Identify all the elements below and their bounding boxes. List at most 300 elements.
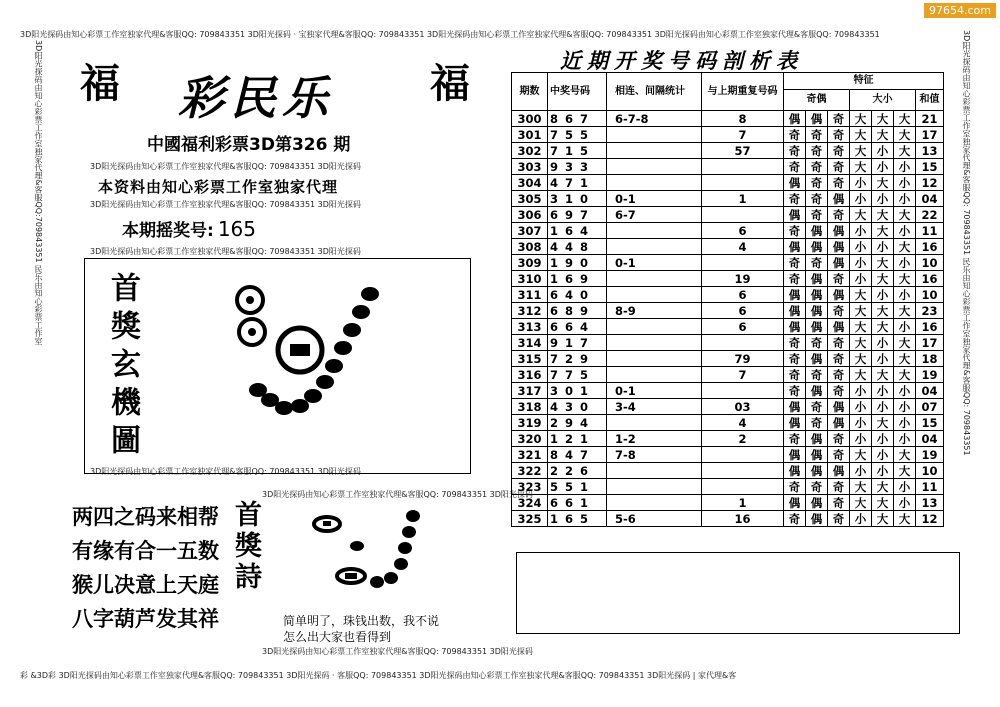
- adjacent-cell: 5-6: [607, 511, 702, 527]
- repeat-cell: 7: [702, 367, 784, 383]
- odd-even-cell: 奇: [806, 479, 828, 495]
- draw-number: 165: [217, 217, 256, 241]
- table-row: [512, 431, 944, 447]
- repeat-cell: 1: [702, 191, 784, 207]
- puzzle-drawing: [220, 282, 400, 432]
- digit: 5: [550, 479, 559, 494]
- big-small-cell: 小: [872, 431, 894, 447]
- odd-even-cell: 奇: [784, 143, 806, 159]
- poem-drawing: [305, 510, 425, 600]
- sum-cell: 11: [916, 479, 944, 495]
- table-row: [512, 175, 944, 191]
- big-small-cell: 小: [872, 287, 894, 303]
- number-cell: [548, 431, 607, 447]
- issue-cell: 312: [512, 303, 548, 319]
- odd-even-cell: 奇: [828, 383, 850, 399]
- number-cell: [548, 335, 607, 351]
- table-row: [512, 367, 944, 383]
- odd-even-cell: 偶: [806, 287, 828, 303]
- odd-even-cell: 偶: [784, 239, 806, 255]
- adjacent-cell: [607, 143, 702, 159]
- table-row: [512, 159, 944, 175]
- digit: 9: [565, 255, 574, 270]
- big-small-cell: 大: [872, 319, 894, 335]
- digit: 7: [565, 367, 574, 382]
- big-small-cell: 大: [894, 111, 916, 127]
- odd-even-cell: 奇: [828, 447, 850, 463]
- odd-even-cell: 奇: [828, 303, 850, 319]
- digit: 9: [580, 271, 589, 286]
- repeat-cell: [702, 159, 784, 175]
- strip-below-agent: 3D阳光探码由知心彩票工作室独家代理&客服QQ: 709843351 3D阳光探码: [90, 200, 361, 209]
- odd-even-cell: 奇: [806, 415, 828, 431]
- odd-even-cell: 奇: [828, 511, 850, 527]
- digit: 6: [565, 111, 574, 126]
- number-cell: [548, 127, 607, 143]
- issue-cell: 316: [512, 367, 548, 383]
- odd-even-cell: 偶: [784, 495, 806, 511]
- big-small-cell: 小: [894, 319, 916, 335]
- repeat-cell: 2: [702, 431, 784, 447]
- big-small-cell: 小: [872, 159, 894, 175]
- digit: 1: [550, 255, 559, 270]
- odd-even-cell: 偶: [828, 191, 850, 207]
- draw-label: 本期摇奖号:: [122, 221, 214, 241]
- repeat-cell: 03: [702, 399, 784, 415]
- big-small-cell: 小: [894, 191, 916, 207]
- repeat-cell: [702, 335, 784, 351]
- table-row: [512, 511, 944, 527]
- digit: 6: [565, 319, 574, 334]
- number-cell: [548, 111, 607, 127]
- big-small-cell: 大: [872, 495, 894, 511]
- digit: 1: [580, 495, 589, 510]
- odd-even-cell: 偶: [806, 447, 828, 463]
- digit: 7: [550, 367, 559, 382]
- odd-even-cell: 奇: [784, 351, 806, 367]
- repeat-cell: [702, 175, 784, 191]
- big-small-cell: 小: [850, 463, 872, 479]
- big-small-cell: 小: [850, 415, 872, 431]
- odd-even-cell: 偶: [784, 447, 806, 463]
- big-small-cell: 大: [894, 271, 916, 287]
- big-small-cell: 小: [894, 415, 916, 431]
- big-small-cell: 小: [850, 511, 872, 527]
- adjacent-cell: [607, 127, 702, 143]
- issue-cell: 310: [512, 271, 548, 287]
- table-body: [512, 111, 944, 527]
- big-small-cell: 大: [872, 111, 894, 127]
- header-issue: 期数: [512, 73, 548, 111]
- sum-cell: 18: [916, 351, 944, 367]
- strip-above-box: 3D阳光探码由知心彩票工作室独家代理&客服QQ: 709843351 3D阳光探码: [90, 247, 361, 256]
- odd-even-cell: 奇: [806, 191, 828, 207]
- repeat-cell: 1: [702, 495, 784, 511]
- big-small-cell: 小: [850, 191, 872, 207]
- big-small-cell: 大: [872, 127, 894, 143]
- big-small-cell: 大: [894, 303, 916, 319]
- odd-even-cell: 偶: [806, 463, 828, 479]
- blank-box: [516, 552, 960, 634]
- repeat-cell: [702, 479, 784, 495]
- number-cell: [548, 463, 607, 479]
- big-small-cell: 小: [894, 431, 916, 447]
- digit: 1: [550, 223, 559, 238]
- number-cell: [548, 271, 607, 287]
- digit: 3: [565, 159, 574, 174]
- issue-cell: 307: [512, 223, 548, 239]
- poem: [72, 500, 219, 636]
- big-small-cell: 小: [872, 143, 894, 159]
- digit: 5: [580, 367, 589, 382]
- odd-even-cell: 偶: [784, 415, 806, 431]
- big-small-cell: 小: [872, 399, 894, 415]
- digit: 7: [580, 447, 589, 462]
- issue-cell: 305: [512, 191, 548, 207]
- adjacent-cell: 0-1: [607, 383, 702, 399]
- issue-cell: 317: [512, 383, 548, 399]
- agent-line: 本资料由知心彩票工作室独家代理: [98, 178, 339, 196]
- repeat-cell: [702, 207, 784, 223]
- digit: 7: [550, 127, 559, 142]
- adjacent-cell: [607, 495, 702, 511]
- issue-cell: 303: [512, 159, 548, 175]
- odd-even-cell: 奇: [806, 367, 828, 383]
- big-small-cell: 大: [872, 223, 894, 239]
- digit: 4: [580, 223, 589, 238]
- table-row: [512, 207, 944, 223]
- sum-cell: 04: [916, 383, 944, 399]
- odd-even-cell: 偶: [806, 495, 828, 511]
- digit: 0: [580, 399, 589, 414]
- big-small-cell: 小: [894, 399, 916, 415]
- big-small-cell: 大: [850, 143, 872, 159]
- digit: 8: [550, 111, 559, 126]
- table-row: [512, 239, 944, 255]
- digit: 6: [550, 319, 559, 334]
- repeat-cell: 19: [702, 271, 784, 287]
- table-row: [512, 335, 944, 351]
- odd-even-cell: 奇: [806, 399, 828, 415]
- digit: 7: [565, 175, 574, 190]
- number-cell: [548, 399, 607, 415]
- sum-cell: 10: [916, 463, 944, 479]
- number-cell: [548, 383, 607, 399]
- odd-even-cell: 奇: [828, 207, 850, 223]
- big-small-cell: 大: [894, 463, 916, 479]
- odd-even-cell: 奇: [784, 271, 806, 287]
- big-small-cell: 大: [894, 207, 916, 223]
- big-small-cell: 小: [850, 399, 872, 415]
- adjacent-cell: 1-2: [607, 431, 702, 447]
- digit: 3: [550, 191, 559, 206]
- digit: 9: [580, 303, 589, 318]
- big-small-cell: 小: [872, 191, 894, 207]
- poem-line: 有缘有合一五数: [72, 539, 219, 563]
- issue-cell: 300: [512, 111, 548, 127]
- big-small-cell: 大: [872, 479, 894, 495]
- digit: 5: [580, 143, 589, 158]
- adjacent-cell: [607, 367, 702, 383]
- big-small-cell: 小: [894, 287, 916, 303]
- puzzle-title: 首獎玄機圖: [105, 272, 140, 462]
- digit: 1: [565, 143, 574, 158]
- issue-cell: 301: [512, 127, 548, 143]
- issue-line: 中國福利彩票3D第326 期: [147, 135, 351, 155]
- sum-cell: 16: [916, 271, 944, 287]
- hint-line: 怎么出大家也看得到: [283, 630, 392, 644]
- adjacent-cell: [607, 271, 702, 287]
- sum-cell: 04: [916, 191, 944, 207]
- sum-cell: 12: [916, 511, 944, 527]
- number-cell: [548, 239, 607, 255]
- issue-cell: 311: [512, 287, 548, 303]
- odd-even-cell: 偶: [806, 319, 828, 335]
- digit: 3: [565, 399, 574, 414]
- big-small-cell: 大: [894, 351, 916, 367]
- number-cell: [548, 351, 607, 367]
- big-small-cell: 大: [894, 447, 916, 463]
- adjacent-cell: 0-1: [607, 191, 702, 207]
- table-row: [512, 111, 944, 127]
- repeat-cell: [702, 463, 784, 479]
- big-small-cell: 大: [894, 239, 916, 255]
- poem-title: 首獎詩: [230, 500, 261, 593]
- odd-even-cell: 奇: [828, 111, 850, 127]
- issue-cell: 308: [512, 239, 548, 255]
- adjacent-cell: [607, 351, 702, 367]
- sum-cell: 17: [916, 127, 944, 143]
- table-row: [512, 191, 944, 207]
- number-cell: [548, 223, 607, 239]
- odd-even-cell: 奇: [784, 431, 806, 447]
- issue-cell: 318: [512, 399, 548, 415]
- odd-even-cell: 偶: [806, 111, 828, 127]
- big-small-cell: 小: [872, 463, 894, 479]
- big-small-cell: 小: [850, 175, 872, 191]
- odd-even-cell: 奇: [828, 495, 850, 511]
- repeat-cell: 57: [702, 143, 784, 159]
- digit: 0: [580, 287, 589, 302]
- number-cell: [548, 319, 607, 335]
- table-row: [512, 479, 944, 495]
- big-small-cell: 大: [872, 511, 894, 527]
- strip-below-box: 3D阳光探码由知心彩票工作室独家代理&客服QQ: 709843351 3D阳光探码: [90, 467, 361, 476]
- digit: 9: [580, 351, 589, 366]
- strip-below-poem-box: 3D阳光探码由知心彩票工作室独家代理&客服QQ: 709843351 3D阳光探码: [262, 647, 533, 656]
- adjacent-cell: [607, 415, 702, 431]
- big-small-cell: 小: [894, 255, 916, 271]
- number-cell: [548, 287, 607, 303]
- odd-even-cell: 奇: [828, 479, 850, 495]
- big-small-cell: 大: [850, 127, 872, 143]
- big-small-cell: 大: [850, 111, 872, 127]
- big-small-cell: 小: [894, 383, 916, 399]
- big-small-cell: 小: [850, 255, 872, 271]
- sum-cell: 19: [916, 367, 944, 383]
- digit: 5: [580, 511, 589, 526]
- odd-even-cell: 奇: [784, 223, 806, 239]
- sum-cell: 16: [916, 319, 944, 335]
- odd-even-cell: 偶: [828, 223, 850, 239]
- repeat-cell: [702, 255, 784, 271]
- top-strip: 3D阳光探码由知心彩票工作室独家代理&客服QQ: 709843351 3D阳光探码 · 宝独家代理&客服QQ: 709843351 3D阳光探码由知心彩票工作室独家代理&客服QQ: 709843351 3D阳光探码由知心彩票工作室独家代理&客服QQ: 709843351: [20, 30, 880, 39]
- repeat-cell: 7: [702, 127, 784, 143]
- table-row: [512, 383, 944, 399]
- number-cell: [548, 447, 607, 463]
- digit: 9: [550, 159, 559, 174]
- adjacent-cell: 0-1: [607, 255, 702, 271]
- big-small-cell: 大: [850, 335, 872, 351]
- number-cell: [548, 159, 607, 175]
- odd-even-cell: 奇: [784, 367, 806, 383]
- digit: 8: [580, 239, 589, 254]
- table-row: [512, 255, 944, 271]
- issue-cell: 313: [512, 319, 548, 335]
- big-small-cell: 大: [872, 207, 894, 223]
- table-row: [512, 287, 944, 303]
- digit: 4: [580, 319, 589, 334]
- big-small-cell: 小: [894, 479, 916, 495]
- odd-even-cell: 偶: [806, 271, 828, 287]
- odd-even-cell: 偶: [828, 415, 850, 431]
- odd-even-cell: 偶: [784, 463, 806, 479]
- sum-cell: 21: [916, 111, 944, 127]
- sum-cell: 07: [916, 399, 944, 415]
- digit: 5: [565, 127, 574, 142]
- sum-cell: 10: [916, 287, 944, 303]
- odd-even-cell: 奇: [828, 431, 850, 447]
- number-cell: [548, 255, 607, 271]
- fu-left: 福: [80, 60, 120, 107]
- digit: 1: [580, 431, 589, 446]
- odd-even-cell: 偶: [784, 287, 806, 303]
- table-row: [512, 223, 944, 239]
- strip-above-poem-box: 3D阳光探码由知心彩票工作室独家代理&客服QQ: 709843351 3D阳光探码: [262, 490, 533, 499]
- repeat-cell: [702, 383, 784, 399]
- repeat-cell: 6: [702, 303, 784, 319]
- number-cell: [548, 415, 607, 431]
- big-small-cell: 小: [894, 175, 916, 191]
- repeat-cell: 16: [702, 511, 784, 527]
- odd-even-cell: 偶: [784, 111, 806, 127]
- odd-even-cell: 偶: [828, 399, 850, 415]
- odd-even-cell: 奇: [784, 479, 806, 495]
- issue-cell: 309: [512, 255, 548, 271]
- big-small-cell: 大: [894, 127, 916, 143]
- draw-number-line: [122, 216, 256, 241]
- sum-cell: 13: [916, 143, 944, 159]
- big-small-cell: 大: [872, 175, 894, 191]
- digit: 7: [550, 351, 559, 366]
- repeat-cell: 6: [702, 223, 784, 239]
- strip-above-agent: 3D阳光探码由知心彩票工作室独家代理&客服QQ: 709843351 3D阳光探码: [90, 162, 361, 171]
- digit: 2: [550, 463, 559, 478]
- digit: 2: [565, 463, 574, 478]
- odd-even-cell: 偶: [806, 511, 828, 527]
- issue-cell: 319: [512, 415, 548, 431]
- big-small-cell: 大: [894, 335, 916, 351]
- big-small-cell: 大: [894, 511, 916, 527]
- odd-even-cell: 偶: [784, 399, 806, 415]
- repeat-cell: 4: [702, 415, 784, 431]
- sum-cell: 16: [916, 239, 944, 255]
- odd-even-cell: 奇: [806, 335, 828, 351]
- adjacent-cell: [607, 239, 702, 255]
- digit: 6: [565, 511, 574, 526]
- odd-even-cell: 奇: [828, 351, 850, 367]
- big-small-cell: 小: [850, 431, 872, 447]
- digit: 1: [550, 431, 559, 446]
- big-small-cell: 小: [850, 383, 872, 399]
- digit: 4: [550, 399, 559, 414]
- table-row: [512, 143, 944, 159]
- watermark[interactable]: 97654.com: [924, 3, 996, 18]
- digit: 1: [580, 383, 589, 398]
- repeat-cell: 6: [702, 287, 784, 303]
- odd-even-cell: 奇: [828, 143, 850, 159]
- header-feature: 特征: [784, 73, 944, 90]
- odd-even-cell: 偶: [806, 223, 828, 239]
- digit: 0: [580, 255, 589, 270]
- digit: 3: [580, 159, 589, 174]
- odd-even-cell: 奇: [784, 335, 806, 351]
- bottom-strip: 彩 &3D彩 3D阳光探码由知心彩票工作室独家代理&客服QQ: 709843351 3D阳光探码 · 客服QQ: 709843351 3D阳光探码由知心彩票工作室独家代理&客服QQ: 709843351 3D阳光探码 | 家代理&客: [20, 671, 737, 680]
- issue-cell: 302: [512, 143, 548, 159]
- big-small-cell: 大: [850, 303, 872, 319]
- digit: 1: [580, 479, 589, 494]
- digit: 6: [580, 463, 589, 478]
- sum-cell: 23: [916, 303, 944, 319]
- analysis-table: [511, 72, 944, 527]
- number-cell: [548, 511, 607, 527]
- big-small-cell: 大: [894, 367, 916, 383]
- issue-cell: 314: [512, 335, 548, 351]
- table-row: [512, 271, 944, 287]
- adjacent-cell: [607, 319, 702, 335]
- number-cell: [548, 479, 607, 495]
- odd-even-cell: 奇: [806, 255, 828, 271]
- big-small-cell: 大: [872, 255, 894, 271]
- adjacent-cell: 6-7: [607, 207, 702, 223]
- digit: 2: [565, 351, 574, 366]
- number-cell: [548, 367, 607, 383]
- digit: 0: [580, 191, 589, 206]
- issue-cell: 306: [512, 207, 548, 223]
- big-small-cell: 大: [850, 495, 872, 511]
- sum-cell: 12: [916, 175, 944, 191]
- odd-even-cell: 奇: [784, 159, 806, 175]
- big-small-cell: 大: [850, 287, 872, 303]
- brand-title: 彩民乐: [178, 71, 334, 125]
- issue-cell: 325: [512, 511, 548, 527]
- odd-even-cell: 偶: [828, 239, 850, 255]
- big-small-cell: 大: [850, 159, 872, 175]
- issue-cell: 322: [512, 463, 548, 479]
- sum-cell: 11: [916, 223, 944, 239]
- odd-even-cell: 奇: [828, 159, 850, 175]
- adjacent-cell: [607, 287, 702, 303]
- number-cell: [548, 303, 607, 319]
- digit: 6: [550, 287, 559, 302]
- digit: 6: [550, 207, 559, 222]
- sum-cell: 15: [916, 415, 944, 431]
- digit: 6: [565, 223, 574, 238]
- digit: 8: [565, 303, 574, 318]
- left-strip: 3D阳光探码由知心彩票工作室独家代理&客服QQ:709843351 民乐由知心彩票工作室: [34, 40, 43, 346]
- digit: 9: [565, 415, 574, 430]
- adjacent-cell: 8-9: [607, 303, 702, 319]
